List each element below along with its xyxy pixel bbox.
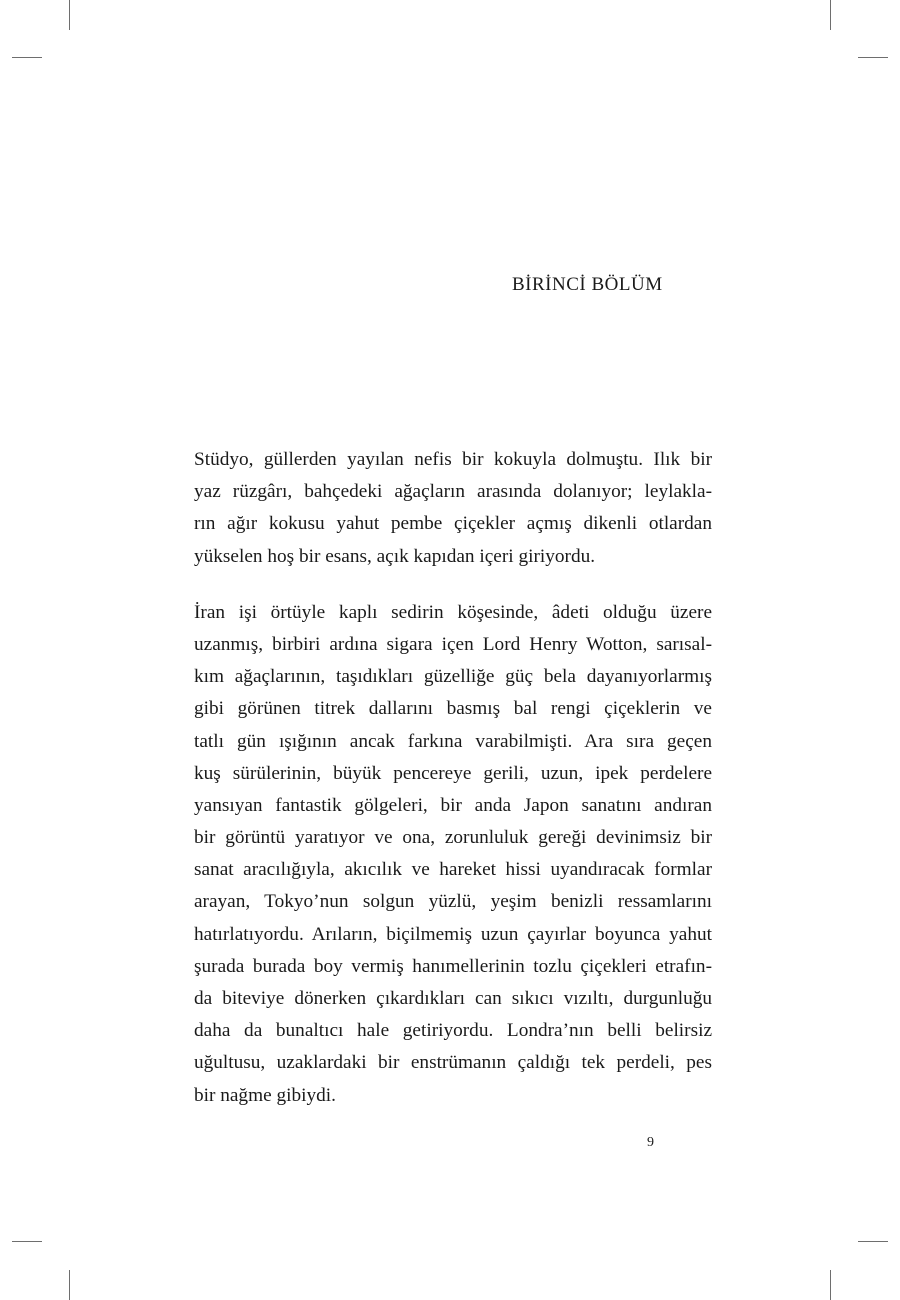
text-line: tatlı gün ışığının ancak farkına varabilmişti. Ara sıra geçen bbox=[194, 730, 712, 752]
text-line: bir görüntü yaratıyor ve ona, zorunluluk gereği devinimsiz bir bbox=[194, 827, 712, 849]
text-line: kım ağaçlarının, taşıdıkları güzelliğe güç bela dayanıyorlarmış bbox=[194, 666, 712, 688]
text-line: yükselen hoş bir esans, açık kapıdan içeri giriyordu. bbox=[194, 545, 596, 567]
crop-mark-left-top bbox=[12, 57, 42, 58]
text-line: yansıyan fantastik gölgeleri, bir anda Japon sanatını andıran bbox=[194, 794, 712, 816]
text-line: da biteviye dönerken çıkardıkları can sıkıcı vızıltı, durgunluğu bbox=[194, 988, 712, 1009]
crop-mark-right-bottom bbox=[858, 1241, 888, 1242]
crop-mark-bottom-left bbox=[69, 1270, 70, 1300]
text-line: bir nağme gibiydi. bbox=[194, 1084, 336, 1106]
chapter-title: BİRİNCİ BÖLÜM bbox=[512, 274, 663, 295]
text-line: yaz rüzgârı, bahçedeki ağaçların arasında dolanıyor; leylakla- bbox=[194, 481, 712, 503]
text-line: hatırlatıyordu. Arıların, biçilmemiş uzun çayırlar boyunca yahut bbox=[194, 923, 712, 945]
crop-mark-top-left bbox=[69, 0, 70, 30]
page-number: 9 bbox=[647, 1135, 654, 1150]
paragraph-2 bbox=[194, 597, 712, 1112]
text-line: sanat aracılığıyla, akıcılık ve hareket hissi uyandıracak formlar bbox=[194, 859, 712, 881]
crop-mark-left-bottom bbox=[12, 1241, 42, 1242]
crop-mark-right-top bbox=[858, 57, 888, 58]
crop-mark-bottom-right bbox=[830, 1270, 831, 1300]
text-line: arayan, Tokyo’nun solgun yüzlü, yeşim benizli ressamlarını bbox=[194, 891, 712, 913]
text-line: rın ağır kokusu yahut pembe çiçekler açmış dikenli otlardan bbox=[194, 513, 712, 535]
text-line: kuş sürülerinin, büyük pencereye gerili, uzun, ipek perdelere bbox=[194, 762, 712, 784]
paragraph-1 bbox=[194, 444, 712, 573]
chapter-body bbox=[194, 444, 712, 1136]
crop-mark-top-right bbox=[830, 0, 831, 30]
text-line: uzanmış, birbiri ardına sigara içen Lord Henry Wotton, sarısal- bbox=[194, 633, 712, 655]
text-line: uğultusu, uzaklardaki bir enstrümanın çaldığı tek perdeli, pes bbox=[194, 1052, 712, 1074]
text-line: Stüdyo, güllerden yayılan nefis bir kokuyla dolmuştu. Ilık bir bbox=[194, 449, 712, 470]
text-line: gibi görünen titrek dallarını basmış bal rengi çiçeklerin ve bbox=[194, 698, 712, 720]
text-line: daha da bunaltıcı hale getiriyordu. Londra’nın belli belirsiz bbox=[194, 1020, 712, 1042]
text-line: İran işi örtüyle kaplı sedirin köşesinde, âdeti olduğu üzere bbox=[194, 601, 712, 623]
text-line: şurada burada boy vermiş hanımellerinin tozlu çiçekleri etrafın- bbox=[194, 955, 712, 977]
